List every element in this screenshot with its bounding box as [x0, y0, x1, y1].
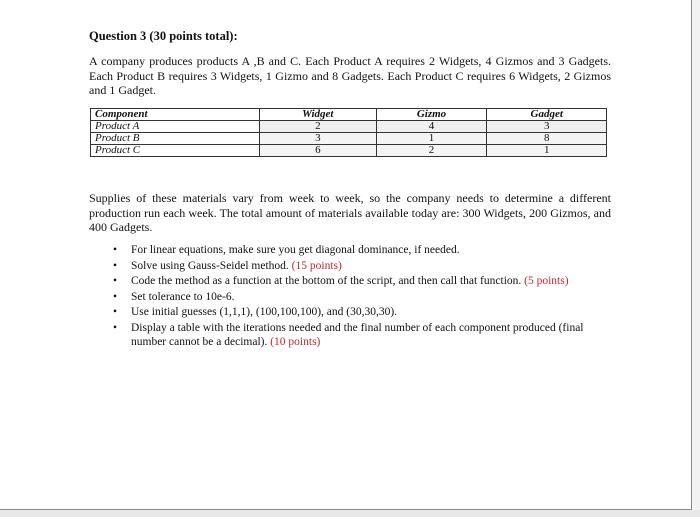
table-row	[91, 133, 607, 145]
cell-gizmo: 1	[376, 133, 487, 145]
list-item	[113, 243, 613, 258]
header-component: Component	[91, 109, 260, 121]
cell-gadget: 8	[487, 133, 607, 145]
bullet-icon: •	[113, 275, 118, 287]
cell-widget: 2	[260, 121, 377, 133]
intro-paragraph: A company produces products A ,B and C. Each Product A requires 2 Widgets, 4 Gizmos and 3 Gadgets. Each Product B requires 3 Widgets, 1 Gizmo and 8 Gadgets. Each Product C requires 6 Widgets, 2 Gizmos and 1 Gadget.	[89, 54, 611, 97]
item-text: Code the method as a function at the bottom of the script, and then call that function.	[131, 275, 522, 287]
item-points: (10 points)	[270, 336, 321, 348]
table-row	[91, 145, 607, 157]
list-item	[113, 321, 613, 350]
list-item	[113, 259, 613, 274]
bullet-icon: •	[113, 321, 118, 334]
item-text: Set tolerance to 10e-6.	[131, 290, 235, 303]
cell-gadget: 1	[487, 145, 607, 157]
row-name: Product A	[91, 121, 260, 133]
row-name: Product C	[91, 145, 260, 157]
page-edge-bottom	[0, 510, 700, 517]
list-item	[113, 305, 613, 320]
bullet-icon: •	[113, 244, 118, 256]
table-header-row	[91, 109, 607, 121]
cell-widget: 3	[260, 133, 377, 145]
requirements-list	[113, 243, 613, 351]
cell-gizmo: 4	[376, 121, 487, 133]
component-table	[90, 108, 607, 157]
supplies-paragraph: Supplies of these materials vary from week to week, so the company needs to determine a different production run each week. The total amount of materials available today are: 300 Widgets, 200 Gizmos, and 400 Gadgets.	[89, 191, 611, 234]
page-edge-right	[692, 0, 700, 517]
header-widget: Widget	[260, 109, 377, 121]
bullet-icon: •	[113, 290, 118, 303]
list-item	[113, 274, 613, 289]
item-points: (5 points)	[524, 275, 569, 287]
cell-widget: 6	[260, 145, 377, 157]
question-title: Question 3 (30 points total):	[89, 29, 238, 43]
item-points: (15 points)	[291, 259, 342, 272]
item-text: Use initial guesses (1,1,1), (100,100,100), and (30,30,30).	[131, 306, 398, 318]
bullet-icon: •	[113, 306, 118, 318]
header-gadget: Gadget	[487, 109, 607, 121]
table-row	[91, 121, 607, 133]
list-item	[113, 290, 613, 305]
item-text: Solve using Gauss-Seidel method.	[131, 259, 289, 272]
row-name: Product B	[91, 133, 260, 145]
bullet-icon: •	[113, 259, 118, 272]
item-text: Display a table with the iterations needed and the final number of each component produced (final number cannot be a decimal).	[131, 321, 584, 348]
cell-gizmo: 2	[376, 145, 487, 157]
header-gizmo: Gizmo	[376, 109, 487, 121]
cell-gadget: 3	[487, 121, 607, 133]
item-text: For linear equations, make sure you get diagonal dominance, if needed.	[131, 244, 460, 256]
